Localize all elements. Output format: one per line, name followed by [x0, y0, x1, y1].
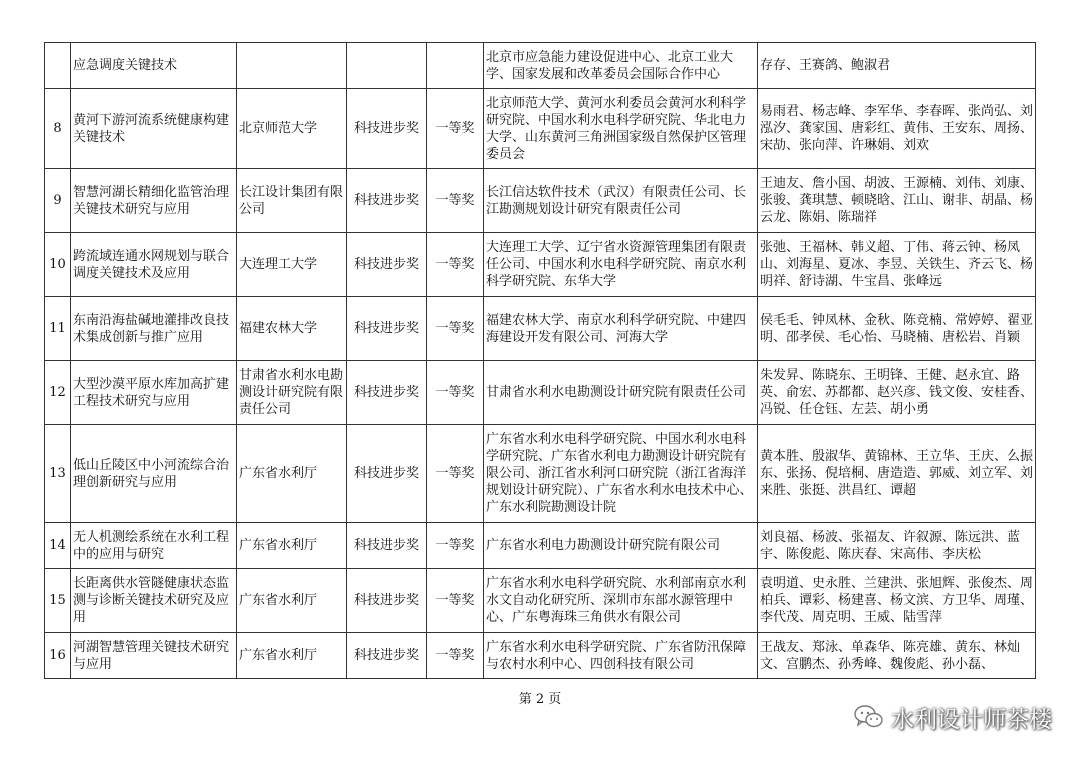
nominating-unit: 长江设计集团有限公司 — [237, 169, 347, 233]
row-number: 10 — [45, 233, 71, 297]
project-name: 长距离供水管隧健康状态监测与诊断关键技术研究及应用 — [71, 569, 237, 633]
nominating-unit: 广东省水利厅 — [237, 425, 347, 523]
project-name: 跨流域连通水网规划与联合调度关键技术及应用 — [71, 233, 237, 297]
project-name: 无人机测绘系统在水利工程中的应用与研究 — [71, 523, 237, 569]
completing-units: 广东省水利水电科学研究院、中国水利水电科学研究院、广东省水利电力勘测设计研究院有限公司、浙江省水利河口研究院（浙江省海洋规划设计研究院）、广东省水利水电技术中心、广东水利院勘测设计院 — [484, 425, 758, 523]
award-level: 一等奖 — [427, 233, 484, 297]
wechat-icon — [853, 703, 885, 731]
project-name: 大型沙漠平原水库加高扩建工程技术研究与应用 — [71, 361, 237, 425]
award-type: 科技进步奖 — [347, 523, 427, 569]
award-level: 一等奖 — [427, 633, 484, 679]
table-row — [45, 297, 1036, 361]
award-type: 科技进步奖 — [347, 233, 427, 297]
completing-units: 甘肃省水利水电勘测设计研究院有限责任公司 — [484, 361, 758, 425]
project-name: 低山丘陵区中小河流综合治理创新研究与应用 — [71, 425, 237, 523]
table-row — [45, 233, 1036, 297]
nominating-unit: 福建农林大学 — [237, 297, 347, 361]
row-number: 13 — [45, 425, 71, 523]
completing-people: 易雨君、杨志峰、李军华、李春晖、张尚弘、刘泓汐、龚家国、唐彩红、黄伟、王安东、周扬、宋劼、张向萍、许琳娟、刘欢 — [758, 89, 1036, 169]
award-level: 一等奖 — [427, 425, 484, 523]
award-level: 一等奖 — [427, 361, 484, 425]
table-row — [45, 361, 1036, 425]
table-row — [45, 169, 1036, 233]
award-type: 科技进步奖 — [347, 297, 427, 361]
page-number: 第 2 页 — [518, 692, 562, 707]
completing-units: 广东省水利水电科学研究院、广东省防汛保障与农村水利中心、四创科技有限公司 — [484, 633, 758, 679]
table-row — [45, 633, 1036, 679]
completing-people: 王迪友、詹小国、胡波、王源楠、刘伟、刘康、张骏、龚琪慧、顿晓晗、江山、谢非、胡晶、杨云龙、陈娟、陈瑞祥 — [758, 169, 1036, 233]
award-type: 科技进步奖 — [347, 169, 427, 233]
project-name: 智慧河湖长精细化监管治理关键技术研究与应用 — [71, 169, 237, 233]
completing-people: 黄本胜、殷淑华、黄锦林、王立华、王庆、么振东、张扬、倪培桐、唐造造、郭威、刘立军、刘来胜、张挺、洪昌红、谭超 — [758, 425, 1036, 523]
table-row — [45, 523, 1036, 569]
nominating-unit: 北京师范大学 — [237, 89, 347, 169]
award-level: 一等奖 — [427, 297, 484, 361]
award-level: 一等奖 — [427, 523, 484, 569]
table-row — [45, 425, 1036, 523]
nominating-unit: 大连理工大学 — [237, 233, 347, 297]
completing-people: 张弛、王福林、韩义超、丁伟、蒋云钟、杨凤山、刘海星、夏冰、李昱、关铁生、齐云飞、杨明祥、舒诗湖、牛宝昌、张峰远 — [758, 233, 1036, 297]
project-name: 河湖智慧管理关键技术研究与应用 — [71, 633, 237, 679]
completing-people: 存存、王赛鸽、鲍淑君 — [758, 43, 1036, 89]
award-type: 科技进步奖 — [347, 569, 427, 633]
row-number: 12 — [45, 361, 71, 425]
award-level — [427, 43, 484, 89]
award-type — [347, 43, 427, 89]
award-type: 科技进步奖 — [347, 633, 427, 679]
watermark — [853, 700, 1052, 734]
nominating-unit: 广东省水利厅 — [237, 569, 347, 633]
completing-units: 广东省水利电力勘测设计研究院有限公司 — [484, 523, 758, 569]
nominating-unit: 甘肃省水利水电勘测设计研究院有限责任公司 — [237, 361, 347, 425]
completing-units: 长江信达软件技术（武汉）有限责任公司、长江勘测规划设计研究有限责任公司 — [484, 169, 758, 233]
award-type: 科技进步奖 — [347, 361, 427, 425]
completing-units: 北京师范大学、黄河水利委员会黄河水利科学研究院、中国水利水电科学研究院、华北电力大学、山东黄河三角洲国家级自然保护区管理委员会 — [484, 89, 758, 169]
row-number: 16 — [45, 633, 71, 679]
completing-people: 袁明道、史永胜、兰建洪、张旭辉、张俊杰、周柏兵、谭彩、杨建喜、杨文滨、方卫华、周瑾、李代茂、周克明、王威、陆雪萍 — [758, 569, 1036, 633]
completing-people: 王战友、郑泳、单森华、陈亮雄、黄东、林灿文、宫鹏杰、孙秀峰、魏俊彪、孙小磊、 — [758, 633, 1036, 679]
table-row — [45, 569, 1036, 633]
award-level: 一等奖 — [427, 169, 484, 233]
row-number: 11 — [45, 297, 71, 361]
nominating-unit: 广东省水利厅 — [237, 523, 347, 569]
project-name: 应急调度关键技术 — [71, 43, 237, 89]
nominating-unit — [237, 43, 347, 89]
row-number: 14 — [45, 523, 71, 569]
table-row — [45, 89, 1036, 169]
nominating-unit: 广东省水利厅 — [237, 633, 347, 679]
completing-units: 大连理工大学、辽宁省水资源管理集团有限责任公司、中国水利水电科学研究院、南京水利科学研究院、东华大学 — [484, 233, 758, 297]
completing-units: 福建农林大学、南京水利科学研究院、中建四海建设开发有限公司、河海大学 — [484, 297, 758, 361]
project-name: 黄河下游河流系统健康构建关键技术 — [71, 89, 237, 169]
project-name: 东南沿海盐碱地灌排改良技术集成创新与推广应用 — [71, 297, 237, 361]
row-number — [45, 43, 71, 89]
row-number: 8 — [45, 89, 71, 169]
completing-units: 广东省水利水电科学研究院、水利部南京水利水文自动化研究所、深圳市东部水源管理中心、广东粤海珠三角供水有限公司 — [484, 569, 758, 633]
award-type: 科技进步奖 — [347, 89, 427, 169]
award-level: 一等奖 — [427, 89, 484, 169]
row-number: 9 — [45, 169, 71, 233]
award-type: 科技进步奖 — [347, 425, 427, 523]
award-level: 一等奖 — [427, 569, 484, 633]
awards-table — [44, 42, 1036, 679]
completing-units: 北京市应急能力建设促进中心、北京工业大学、国家发展和改革委员会国际合作中心 — [484, 43, 758, 89]
watermark-text: 水利设计师茶楼 — [891, 706, 1052, 733]
row-number: 15 — [45, 569, 71, 633]
completing-people: 侯毛毛、钟凤林、金秋、陈竞楠、常婷婷、翟亚明、邵孝侯、毛心怡、马晓楠、唐松岩、肖颖 — [758, 297, 1036, 361]
completing-people: 朱发昇、陈晓东、王明锋、王健、赵永宜、路英、俞宏、苏都都、赵兴彦、钱文俊、安桂香、冯锐、任仓钰、左芸、胡小勇 — [758, 361, 1036, 425]
awards-table-body — [45, 43, 1036, 679]
table-row — [45, 43, 1036, 89]
completing-people: 刘良福、杨波、张福友、许叙源、陈远洪、蓝宇、陈俊彪、陈庆春、宋高伟、李庆松 — [758, 523, 1036, 569]
